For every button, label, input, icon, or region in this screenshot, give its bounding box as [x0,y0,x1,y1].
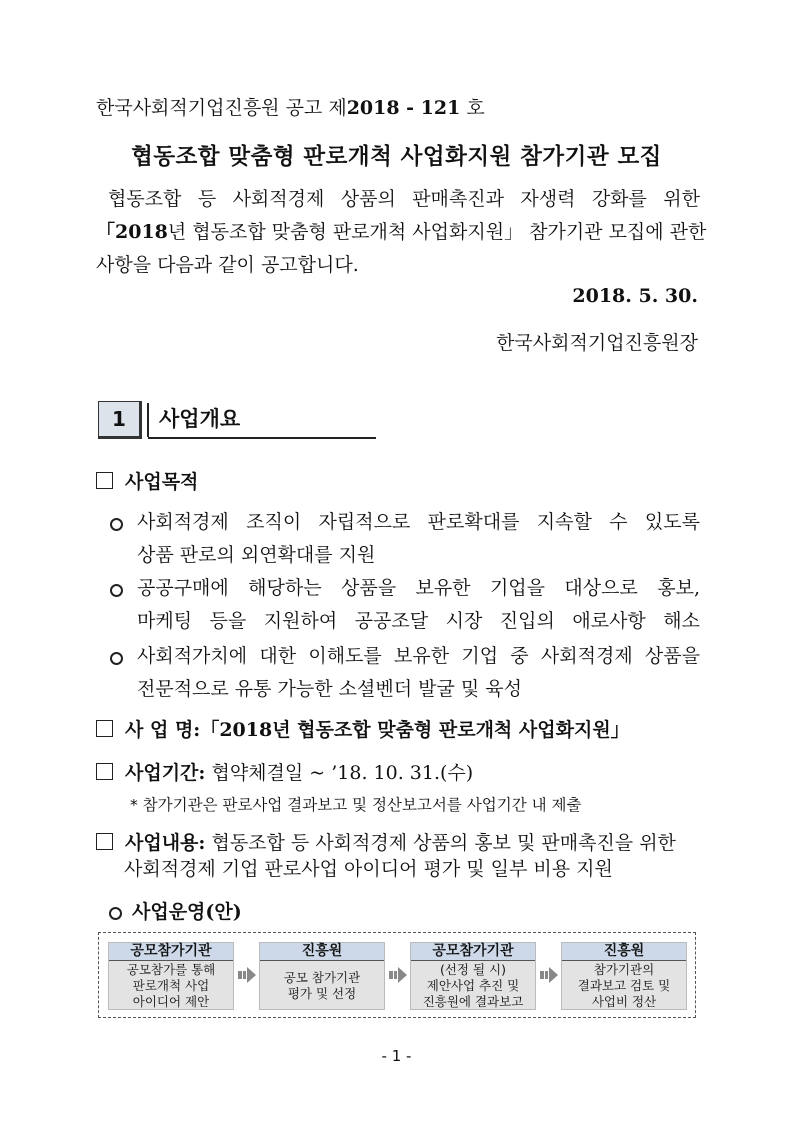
flow-step-4-head: 진흥원 [562,943,686,961]
purpose-bullet-3-line-1: 사회적가치에 대한 이해도를 보유한 기업 중 사회적경제 상품을 [137,645,700,667]
checkbox-square-icon [96,472,113,489]
flow-step-2-head: 진흥원 [260,943,384,961]
business-content-line-1: 사업내용: 협동조합 등 사회적경제 상품의 홍보 및 판매촉진을 위한 [96,828,700,855]
circle-bullet-icon [110,652,123,665]
checkbox-square-icon [96,833,113,850]
issuing-organization: 한국사회적기업진흥원장 [496,332,698,354]
arrow-right-icon [540,966,558,984]
purpose-bullet-3-line-2: 전문적으로 유통 가능한 소셜벤더 발굴 및 육성 [137,678,522,700]
arrow-right-icon [238,966,256,984]
page-number: - 1 - [381,1047,412,1065]
purpose-bullet-1-line-1: 사회적경제 조직이 자립적으로 판로확대를 지속할 수 있도록 [137,511,700,533]
operation-flow-diagram [98,932,696,1018]
purpose-bullet-2-line-1: 공공구매에 해당하는 상품을 보유한 기업을 대상으로 홍보, [137,577,700,599]
purpose-heading: 사업목적 [96,467,198,494]
page-title: 협동조합 맞춤형 판로개척 사업화지원 참가기관 모집 [131,144,662,170]
arrow-right-icon [389,966,407,984]
purpose-bullet-2-line-2: 마케팅 등을 지원하여 공공조달 시장 진입의 애로사항 해소 [137,610,700,632]
business-content-line-2: 사회적경제 기업 판로사업 아이디어 평가 및 일부 비용 지원 [124,858,613,880]
business-period: 사업기간: 협약체결일 ~ ’18. 10. 31.(수) [96,758,473,785]
circle-bullet-icon [110,584,123,597]
notice-date: 2018. 5. 30. [572,285,698,307]
flow-step-1 [108,942,234,1010]
notice-number: 한국사회적기업진흥원 공고 제2018 - 121 호 [96,97,485,119]
flow-step-4-body: 참가기관의 결과보고 검토 및 사업비 정산 [577,962,671,1009]
flow-step-3-head: 공모참가기관 [411,943,535,961]
section-title: 사업개요 [159,407,241,431]
flow-step-1-body: 공모참가를 통해 판로개척 사업 아이디어 제안 [126,962,216,1009]
purpose-bullet-1-line-2: 상품 판로의 외연확대를 지원 [137,544,376,566]
period-note: * 참가기관은 판로사업 결과보고 및 정산보고서를 사업기간 내 제출 [130,796,582,814]
intro-line-1: 협동조합 등 사회적경제 상품의 판매촉진과 자생력 강화를 위한 [108,188,700,210]
circle-bullet-icon [109,907,122,920]
checkbox-square-icon [96,763,113,780]
flow-step-3-body: (선정 될 시) 제안사업 추진 및 진흥원에 결과보고 [422,962,524,1009]
section-number: 1 [98,401,142,439]
intro-line-2: 「2018년 협동조합 맞춤형 판로개척 사업화지원」 참가기관 모집에 관한 [96,221,707,243]
checkbox-square-icon [96,720,113,737]
business-name: 사 업 명:「2018년 협동조합 맞춤형 판로개척 사업화지원」 [96,715,630,742]
flow-step-1-head: 공모참가기관 [109,943,233,961]
flow-step-2-body: 공모 참가기관 평가 및 선정 [283,970,361,1001]
circle-bullet-icon [110,518,123,531]
flow-step-3 [410,942,536,1010]
section-divider [147,403,149,437]
flow-step-4 [561,942,687,1010]
intro-line-3: 사항을 다음과 같이 공고합니다. [96,254,359,276]
operation-heading: 사업운영(안) [132,901,242,923]
section-underline [148,437,376,439]
flow-step-2 [259,942,385,1010]
